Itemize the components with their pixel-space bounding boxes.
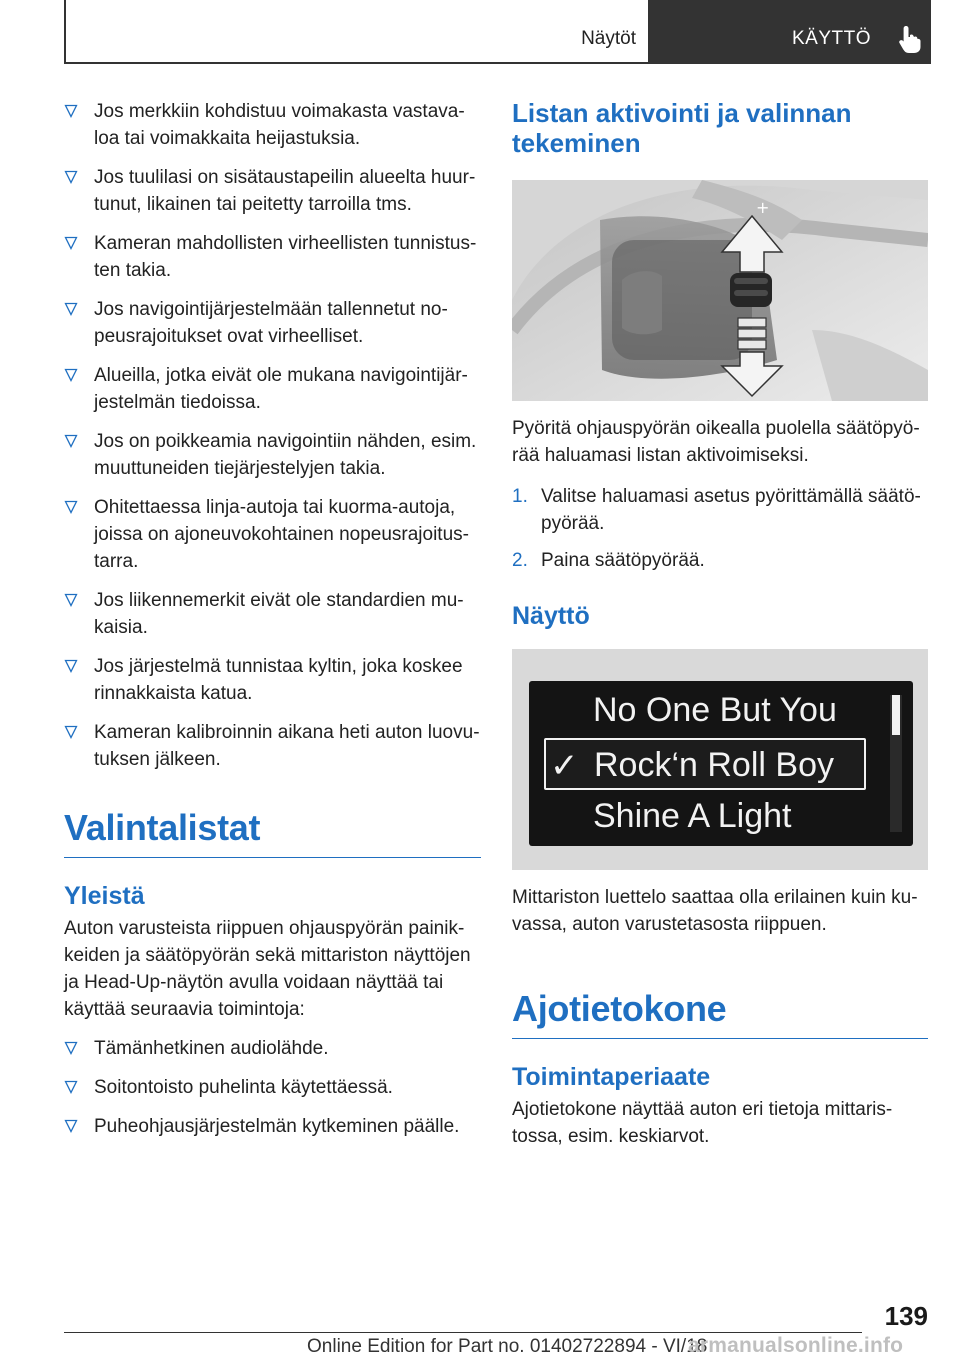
trip-text: Ajotietokone näyttää auton eri tietoja mittaris-tossa, esim. keskiarvot. <box>512 1099 893 1147</box>
triangle-bullet-icon <box>64 236 78 250</box>
heading-general: Yleistä <box>64 882 145 910</box>
display-illustration <box>512 649 928 870</box>
step-number: 1. <box>512 486 528 507</box>
step-item: 1. Valitse haluamasi asetus pyörittämällä säätö-pyörää. <box>512 483 928 537</box>
left-column <box>64 98 481 1152</box>
conditions-list <box>64 98 481 773</box>
triangle-bullet-icon <box>64 434 78 448</box>
list-item: Kameran kalibroinnin aikana heti auton luovu-tuksen jälkeen. <box>64 719 481 773</box>
list-item: Jos liikennemerkit eivät ole standardien mu-kaisia. <box>64 587 481 641</box>
list-item: Jos merkkiin kohdistuu voimakasta vastava-loa tai voimakkaita heijastuksia. <box>64 98 481 152</box>
heading-trip-computer: Ajotietokone <box>512 988 727 1029</box>
triangle-bullet-icon <box>64 302 78 316</box>
wheel-caption: Pyöritä ohjauspyörän oikealla puolella säätöpyö-rää haluamasi listan aktivoimiseksi. <box>512 418 920 466</box>
step-number: 2. <box>512 550 528 571</box>
triangle-bullet-icon <box>64 725 78 739</box>
page-header <box>64 0 931 64</box>
heading-rule <box>64 857 481 858</box>
list-item: Soitontoisto puhelinta käytettäessä. <box>64 1074 481 1101</box>
list-item: Tämänhetkinen audiolähde. <box>64 1035 481 1062</box>
triangle-bullet-icon <box>64 593 78 607</box>
svg-text:+: + <box>756 198 770 217</box>
heading-selection-lists: Valintalistat <box>64 807 261 848</box>
triangle-bullet-icon <box>64 1119 78 1133</box>
triangle-bullet-icon <box>64 1080 78 1094</box>
edition-text: Online Edition for Part no. 01402722894 - VI/18 <box>307 1336 708 1357</box>
triangle-bullet-icon <box>64 500 78 514</box>
triangle-bullet-icon <box>64 368 78 382</box>
chapter-title: KÄYTTÖ <box>792 28 872 49</box>
triangle-bullet-icon <box>64 104 78 118</box>
steps-list <box>512 483 928 574</box>
steering-wheel-controls-image <box>512 180 928 401</box>
display-list-item: Rock‘n Roll Boy <box>594 746 834 784</box>
list-item: Kameran mahdollisten virheellisten tunnistus-ten takia. <box>64 230 481 284</box>
functions-list <box>64 1035 481 1140</box>
chapter-tab <box>650 0 931 64</box>
list-item: Jos on poikkeamia navigointiin nähden, esim. muuttuneiden tiejärjestelyjen takia. <box>64 428 481 482</box>
display-list-item: No One But You <box>593 691 837 729</box>
check-icon: ✓ <box>550 746 579 786</box>
footer-rule <box>64 1332 862 1333</box>
heading-display: Näyttö <box>512 602 590 630</box>
section-tab <box>64 0 650 64</box>
hand-pointer-icon <box>897 24 923 54</box>
display-list-item: Shine A Light <box>593 797 792 835</box>
list-item: Alueilla, jotka eivät ole mukana navigointijär-jestelmän tiedoissa. <box>64 362 481 416</box>
list-item: Jos järjestelmä tunnistaa kyltin, joka koskee rinnakkaista katua. <box>64 653 481 707</box>
display-scrollbar-thumb <box>892 695 900 735</box>
triangle-bullet-icon <box>64 170 78 184</box>
list-item: Jos tuulilasi on sisätaustapeilin alueelta huur-tunut, likainen tai peitetty tarroilla tms. <box>64 164 481 218</box>
display-selected-item <box>544 738 866 790</box>
watermark: armanualsonline.info <box>688 1334 904 1357</box>
steering-wheel-illustration <box>512 180 928 401</box>
page-number: 139 <box>884 1301 928 1331</box>
display-screen <box>529 681 913 846</box>
triangle-bullet-icon <box>64 1041 78 1055</box>
display-note: Mittariston luettelo saattaa olla erilainen kuin ku-vassa, auton varustetasosta riippuen. <box>512 887 918 935</box>
display-scrollbar-track <box>890 695 902 832</box>
heading-principle: Toimintaperiaate <box>512 1063 711 1091</box>
list-item: Puheohjausjärjestelmän kytkeminen päälle. <box>64 1113 481 1140</box>
list-item: Jos navigointijärjestelmään tallennetut no-peusrajoitukset ovat virheelliset. <box>64 296 481 350</box>
step-item: 2. Paina säätöpyörää. <box>512 547 928 574</box>
section-title: Näytöt <box>581 28 636 49</box>
triangle-bullet-icon <box>64 659 78 673</box>
right-column <box>512 98 928 1150</box>
list-item: Ohitettaessa linja-autoja tai kuorma-autoja, joissa on ajoneuvokohtainen nopeusrajoitus-tarra. <box>64 494 481 575</box>
heading-activate-list: Listan aktivointi ja valinnan tekeminen <box>512 98 852 158</box>
intro-paragraph: Auton varusteista riippuen ohjauspyörän painik-keiden ja säätöpyörän sekä mittariston näyttöjen ja Head-Up-näytön avulla voidaan näyttää tai käyttää seuraavia toimintoja: <box>64 918 471 1020</box>
heading-rule <box>512 1038 928 1039</box>
